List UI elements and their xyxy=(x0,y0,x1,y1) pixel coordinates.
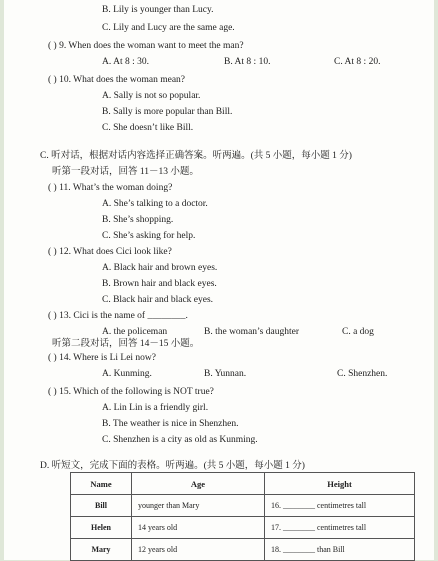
q14-option-a: A. Kunming. xyxy=(102,369,152,379)
header-height: Height xyxy=(265,473,415,495)
exam-page xyxy=(4,0,434,560)
row-name: Mary xyxy=(71,539,132,561)
table-row xyxy=(71,495,415,517)
q13-option-b: B. the woman’s daughter xyxy=(204,327,299,337)
q14-stem: ( ) 14. Where is Li Lei now? xyxy=(48,353,156,363)
header-name: Name xyxy=(71,473,132,495)
table-header-row xyxy=(71,473,415,495)
q12-option-b: B. Brown hair and black eyes. xyxy=(102,279,217,289)
q14-option-b: B. Yunnan. xyxy=(204,369,247,379)
height-age-table xyxy=(70,472,415,561)
q10-option-a: A. Sally is not so popular. xyxy=(102,91,201,101)
q11-stem: ( ) 11. What’s the woman doing? xyxy=(48,183,173,193)
q11-option-c: C. She’s asking for help. xyxy=(102,231,196,241)
q13-option-c: C. a dog xyxy=(342,327,374,337)
q12-option-a: A. Black hair and brown eyes. xyxy=(102,263,218,273)
q8-option-b: B. Lily is younger than Lucy. xyxy=(102,5,214,15)
q8-option-c: C. Lily and Lucy are the same age. xyxy=(102,23,235,33)
q9-stem: ( ) 9. When does the woman want to meet the man? xyxy=(48,41,244,51)
q11-option-b: B. She’s shopping. xyxy=(102,215,174,225)
row-age: 14 years old xyxy=(132,517,265,539)
header-age: Age xyxy=(132,473,265,495)
q15-option-c: C. Shenzhen is a city as old as Kunming. xyxy=(102,435,258,445)
table-row xyxy=(71,517,415,539)
row-name: Helen xyxy=(71,517,132,539)
row-age: younger than Mary xyxy=(132,495,265,517)
q10-option-b: B. Sally is more popular than Bill. xyxy=(102,107,233,117)
q12-stem: ( ) 12. What does Cici look like? xyxy=(48,247,172,257)
table-row xyxy=(71,539,415,561)
q15-stem: ( ) 15. Which of the following is NOT true? xyxy=(48,387,214,397)
row-height-blank[interactable]: 18. ________ than Bill xyxy=(265,539,415,561)
q15-option-a: A. Lin Lin is a friendly girl. xyxy=(102,403,209,413)
section-c-part2: 听第二段对话，回答 14－15 小题。 xyxy=(52,339,200,349)
q13-option-a: A. the policeman xyxy=(102,327,168,337)
section-c-title: C. 听对话，根据对话内容选择正确答案。听两遍。(共 5 小题，每小题 1 分) xyxy=(40,151,352,161)
q10-stem: ( ) 10. What does the woman mean? xyxy=(48,75,186,85)
row-age: 12 years old xyxy=(132,539,265,561)
q9-option-b: B. At 8 : 10. xyxy=(224,57,271,67)
q10-option-c: C. She doesn’t like Bill. xyxy=(102,123,194,133)
q11-option-a: A. She’s talking to a doctor. xyxy=(102,199,208,209)
row-height-blank[interactable]: 17. ________ centimetres tall xyxy=(265,517,415,539)
row-height-blank[interactable]: 16. ________ centimetres tall xyxy=(265,495,415,517)
q9-option-c: C. At 8 : 20. xyxy=(334,57,381,67)
q14-option-c: C. Shenzhen. xyxy=(337,369,388,379)
row-name: Bill xyxy=(71,495,132,517)
q15-option-b: B. The weather is nice in Shenzhen. xyxy=(102,419,239,429)
section-d-title: D. 听短文，完成下面的表格。听两遍。(共 5 小题，每小题 1 分) xyxy=(40,461,305,471)
section-c-part1: 听第一段对话，回答 11－13 小题。 xyxy=(52,167,199,177)
q12-option-c: C. Black hair and black eyes. xyxy=(102,295,214,305)
q9-option-a: A. At 8 : 30. xyxy=(102,57,149,67)
q13-stem: ( ) 13. Cici is the name of ________. xyxy=(48,311,188,321)
